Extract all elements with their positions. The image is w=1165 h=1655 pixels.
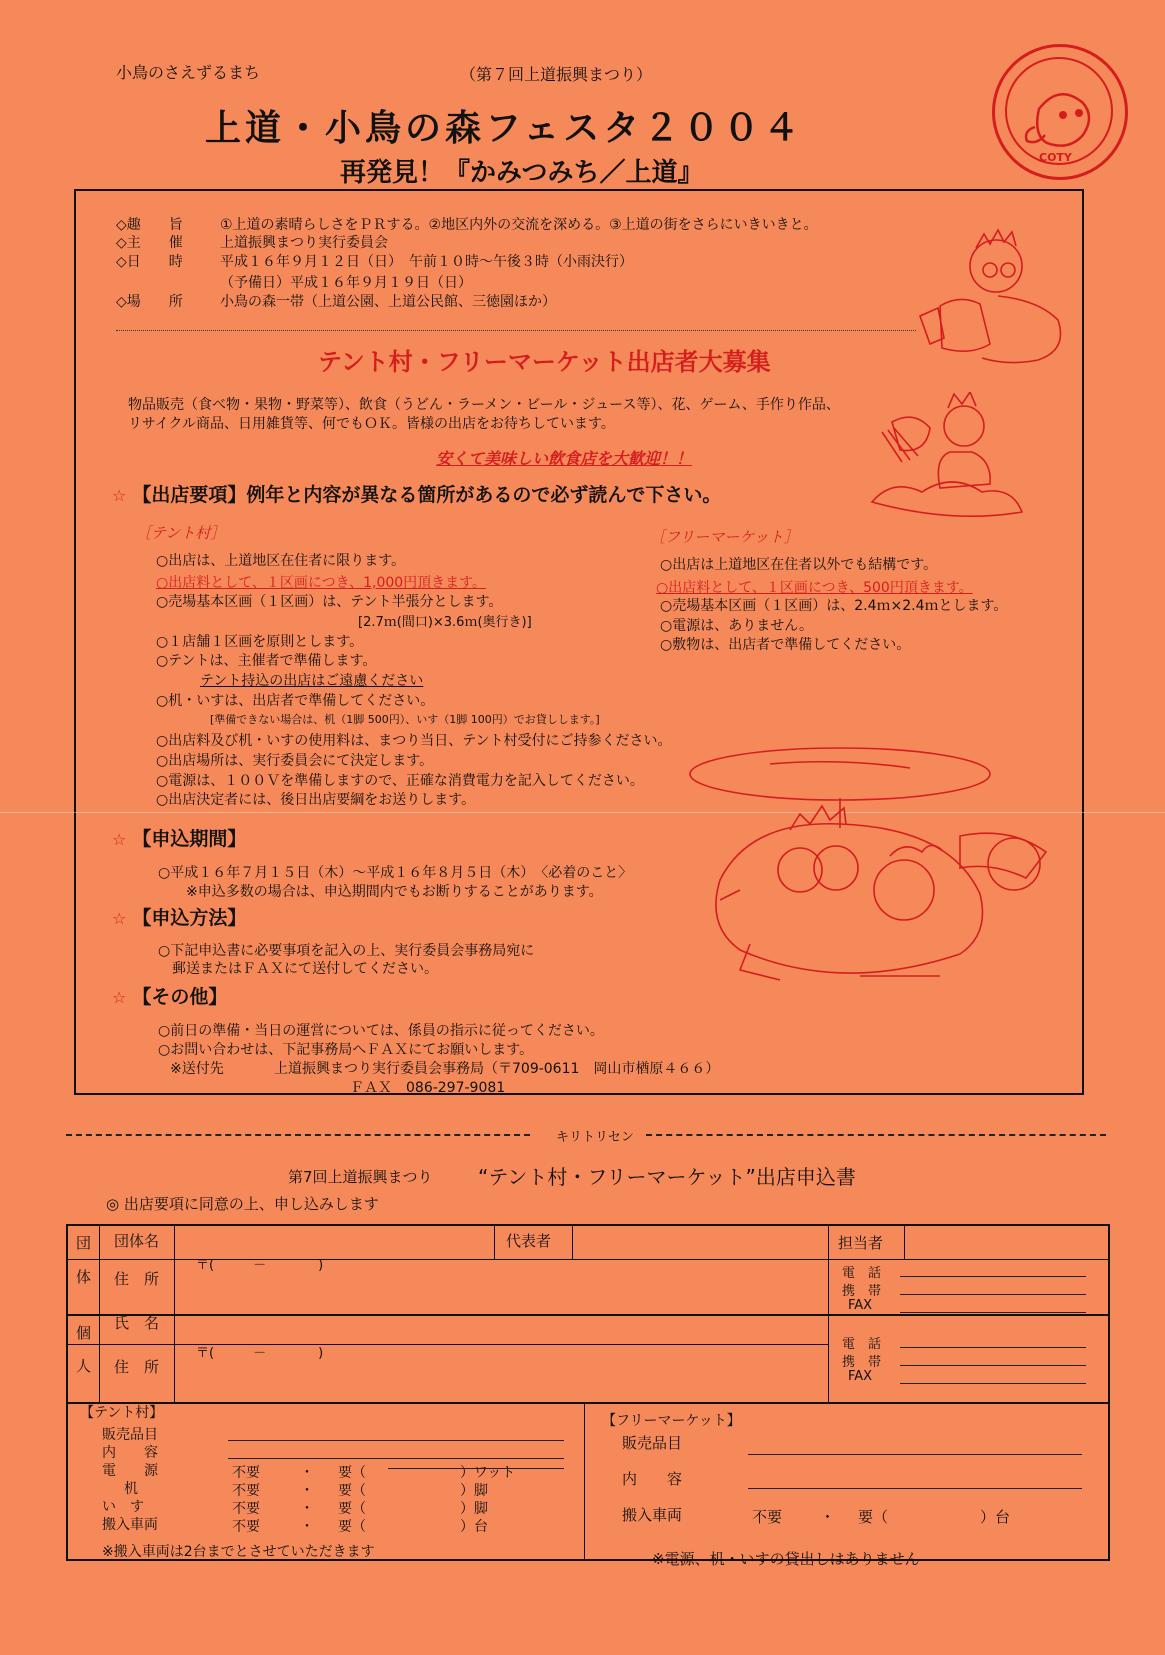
period-line-1: ○平成１６年７月１５日（木）～平成１６年８月５日（木） 〈必着のこと〉 [158,865,633,881]
flea-item-content: 内 容 [622,1470,683,1488]
tent-rule-6: ○机・いすは、出店者で準備してください。 [156,693,435,709]
form-title-left: 第7回上道振興まつり [288,1168,433,1186]
group-mobile-field[interactable] [900,1294,1086,1295]
person-fax-label: FAX [848,1369,873,1384]
cut-line-right [646,1134,1106,1136]
form-ko: 個 [76,1324,92,1342]
other-line-1: ○前日の準備・当日の運営については、係員の指示に従ってください。 [158,1023,604,1039]
tent-rule-1: ○出店は、上道地区在住者に限ります。 [156,553,406,569]
tent-content-field[interactable] [228,1458,564,1459]
group-fax-field[interactable] [900,1312,1086,1313]
chair-unit: ）脚 [460,1501,488,1517]
chair-yes[interactable]: 要（ [338,1501,366,1517]
power-no[interactable]: 不要 [232,1465,260,1481]
info-place-value: 小鳥の森一帯（上道公園、上道公民館、三徳園ほか） [220,294,556,310]
person-tel-label: 電 話 [842,1337,882,1352]
tent-rule-5-note: テント持込の出店はご遠慮ください [200,673,424,689]
send-fax: ＦＡＸ 086-297-9081 [350,1080,506,1096]
desk-yes[interactable]: 要（ [338,1483,366,1499]
tent-rule-4: ○１店舗１区画を原則とします。 [156,634,364,650]
contact-person-label: 担当者 [838,1234,884,1252]
helicopter-illustration [660,740,1080,1070]
info-host-label: ◇主 催 [116,235,183,251]
other-heading [112,982,227,1009]
form-agreement: ◎ 出店要項に同意の上、申し込みします [106,1195,379,1213]
period-line-2: ※申込多数の場合は、申込期間内でもお断りすることがあります。 [186,884,603,900]
form-dan: 団 [76,1234,92,1252]
representative-field[interactable] [572,1226,822,1252]
welcome-text: 安くて美味しい飲食店を大歓迎！！ [436,449,693,468]
desk-dot: ・ [300,1483,314,1499]
desk-unit: ）脚 [460,1483,488,1499]
vehicle-yes[interactable]: 要（ [338,1519,366,1535]
person-name-label: 氏 名 [114,1314,160,1332]
tent-item-vehicle: 搬入車両 [102,1517,158,1533]
info-date-value: 平成１６年９月１２日（日） 午前１０時～午後３時（小雨決行） [220,254,633,270]
flea-rule-4: ○電源は、ありません。 [660,618,814,634]
person-mobile-field[interactable] [900,1365,1086,1366]
tent-note: ※搬入車両は2台までとさせていただきます [102,1544,375,1560]
tent-form-head: 【テント村】 [80,1405,164,1421]
send-label: ※送付先 [170,1061,224,1077]
tent-item-power: 電 源 [102,1463,158,1479]
group-mobile-label: 携 帯 [842,1284,882,1299]
power-dot: ・ [300,1465,314,1481]
period-heading [112,824,246,851]
flea-vehicle-unit: ）台 [980,1508,1011,1526]
group-tel-label: 電 話 [842,1266,882,1281]
tent-rule-6-note: [準備できない場合は、机（1脚 500円）、いす（1脚 100円）でお貸しします。] [210,713,600,726]
application-form [66,1224,1110,1561]
flea-note: ※電源、机・いすの貸出しはありません [652,1550,920,1568]
info-purpose-value: ①上道の素晴らしさをＰＲする。②地区内外の交流を深める。③上道の街をさらにいきいきと。 [220,217,818,233]
tent-rule-3-size: [2.7ｍ(間口)×3.6ｍ(奥行き)] [358,615,532,630]
flea-item-goods: 販売品目 [622,1434,683,1452]
power-yes[interactable]: 要（ [338,1465,366,1481]
flea-vehicle-dot: ・ [820,1508,836,1526]
chefs-cooking-illustration [852,392,1032,532]
vehicle-unit: ）台 [460,1519,488,1535]
other-heading-text: 【その他】 [132,986,228,1008]
method-heading-text: 【申込方法】 [132,907,247,929]
header-left: 小鳥のさえずるまち [116,63,261,82]
recruit-body-2: リサイクル商品、日用雑貨等、何でもＯＫ。皆様の出店をお待ちしています。 [128,416,615,432]
method-line-2: 郵送またはＦＡＸにて送付してください。 [172,961,438,977]
info-place-label: ◇場 所 [116,294,183,310]
flea-rule-1: ○出店は上道地区在住者以外でも結構です。 [660,557,938,573]
recruit-title: テント村・フリーマーケット出店者大募集 [318,348,771,376]
star-icon: ☆ [112,830,127,849]
requirements-heading-text: 【出店要項】例年と内容が異なる箇所があるので必ず読んで下さい。 [132,484,722,506]
person-mobile-label: 携 帯 [842,1355,882,1370]
flea-vehicle-no[interactable]: 不要 [752,1508,783,1526]
tent-rule-2: ○出店料として、１区画につき、1,000円頂きます。 [156,575,487,591]
tent-goods-field[interactable] [228,1440,564,1441]
coty-logo-stamp [992,44,1128,180]
desk-no[interactable]: 不要 [232,1483,260,1499]
info-host-value: 上道振興まつり実行委員会 [220,235,388,251]
header-right: （第７回上道振興まつり） [460,65,653,84]
contact-person-field[interactable] [904,1228,1100,1254]
person-fax-field[interactable] [900,1383,1086,1384]
form-tai: 体 [76,1268,92,1286]
star-icon: ☆ [112,486,127,505]
cut-label: キリトリセン [556,1130,634,1145]
person-name-field[interactable] [178,1316,818,1342]
power-unit: ）ワット [460,1465,516,1481]
cut-line-left [66,1134,530,1136]
person-address-label: 住 所 [114,1358,160,1376]
other-line-2: ○お問い合わせは、下記事務局へＦＡＸにてお願いします。 [158,1042,534,1058]
group-zip[interactable]: 〒( － ) [196,1258,324,1273]
stamp-mark: COTY [1039,151,1072,164]
person-tel-field[interactable] [900,1347,1086,1348]
person-zip[interactable]: 〒( － ) [196,1346,324,1361]
flea-form-head: 【フリーマーケット】 [602,1413,741,1429]
method-heading [112,903,246,930]
group-fax-label: FAX [848,1298,873,1313]
vehicle-no[interactable]: 不要 [232,1519,260,1535]
star-icon: ☆ [112,988,127,1007]
tent-rule-3: ○売場基本区画（１区画）は、テント半張分とします。 [156,594,503,610]
flea-rule-2: ○出店料として、１区画につき、500円頂きます。 [656,580,973,596]
requirements-heading [112,480,721,507]
flea-rule-3: ○売場基本区画（１区画）は、2.4ｍ×2.4ｍとします。 [660,598,1008,614]
recruit-body-1: 物品販売（食べ物・果物・野菜等）、飲食（うどん・ラーメン・ビール・ジュース等）、花、ゲーム、手作り作品、 [128,397,840,413]
tent-rule-9: ○電源は、１００Ｖを準備しますので、正確な消費電力を記入してください。 [156,773,644,789]
representative-label: 代表者 [506,1232,552,1250]
group-name-label: 団体名 [114,1232,160,1250]
send-address: 上道振興まつり実行委員会事務局（〒709-0611 岡山市楢原４６６） [274,1061,720,1077]
flea-goods-field[interactable] [748,1454,1082,1455]
tent-rule-10: ○出店決定者には、後日出店要綱をお送りします。 [156,792,476,808]
flea-rule-5: ○敷物は、出店者で準備してください。 [660,637,911,653]
tent-item-desk: 机 [124,1481,138,1497]
info-date-label: ◇日 時 [116,254,183,270]
group-address-label: 住 所 [114,1270,160,1288]
tent-rule-7: ○出店料及び机・いすの使用料は、まつり当日、テント村受付にご持参ください。 [156,733,672,749]
method-line-1: ○下記申込書に必要事項を記入の上、実行委員会事務局宛に [158,943,535,959]
info-purpose-label: ◇趣 旨 [116,217,183,233]
chair-no[interactable]: 不要 [232,1501,260,1517]
boy-drinking-illustration [880,226,1080,376]
form-title-right: “テント村・フリーマーケット”出店申込書 [478,1165,856,1189]
flea-vehicle-yes[interactable]: 要（ [858,1508,889,1526]
chair-dot: ・ [300,1501,314,1517]
tent-rule-8: ○出店場所は、実行委員会にて決定します。 [156,753,434,769]
star-icon: ☆ [112,909,127,928]
flea-item-vehicle: 搬入車両 [622,1506,683,1524]
info-reserve-value: （予備日）平成１６年９月１９日（日） [220,275,472,291]
group-name-field[interactable] [178,1226,488,1252]
tent-item-goods: 販売品目 [102,1427,158,1443]
dotted-divider [116,330,916,331]
form-hito: 人 [76,1357,92,1375]
page-subtitle: 再発見！『かみつみち／上道』 [340,158,704,188]
tent-divider-rule [388,1468,564,1469]
period-heading-text: 【申込期間】 [132,828,247,850]
tent-item-content: 内 容 [102,1445,158,1461]
page-title: 上道・小鳥の森フェスタ２００４ [205,108,804,149]
group-tel-field[interactable] [900,1276,1086,1277]
vehicle-dot: ・ [300,1519,314,1535]
tent-item-chair: い す [102,1499,144,1515]
tent-title: ［テント村］ [136,524,226,542]
flea-content-field[interactable] [748,1488,1082,1489]
tent-rule-5: ○テントは、主催者で準備します。 [156,653,377,669]
flea-title: ［フリーマーケット］ [650,528,799,546]
